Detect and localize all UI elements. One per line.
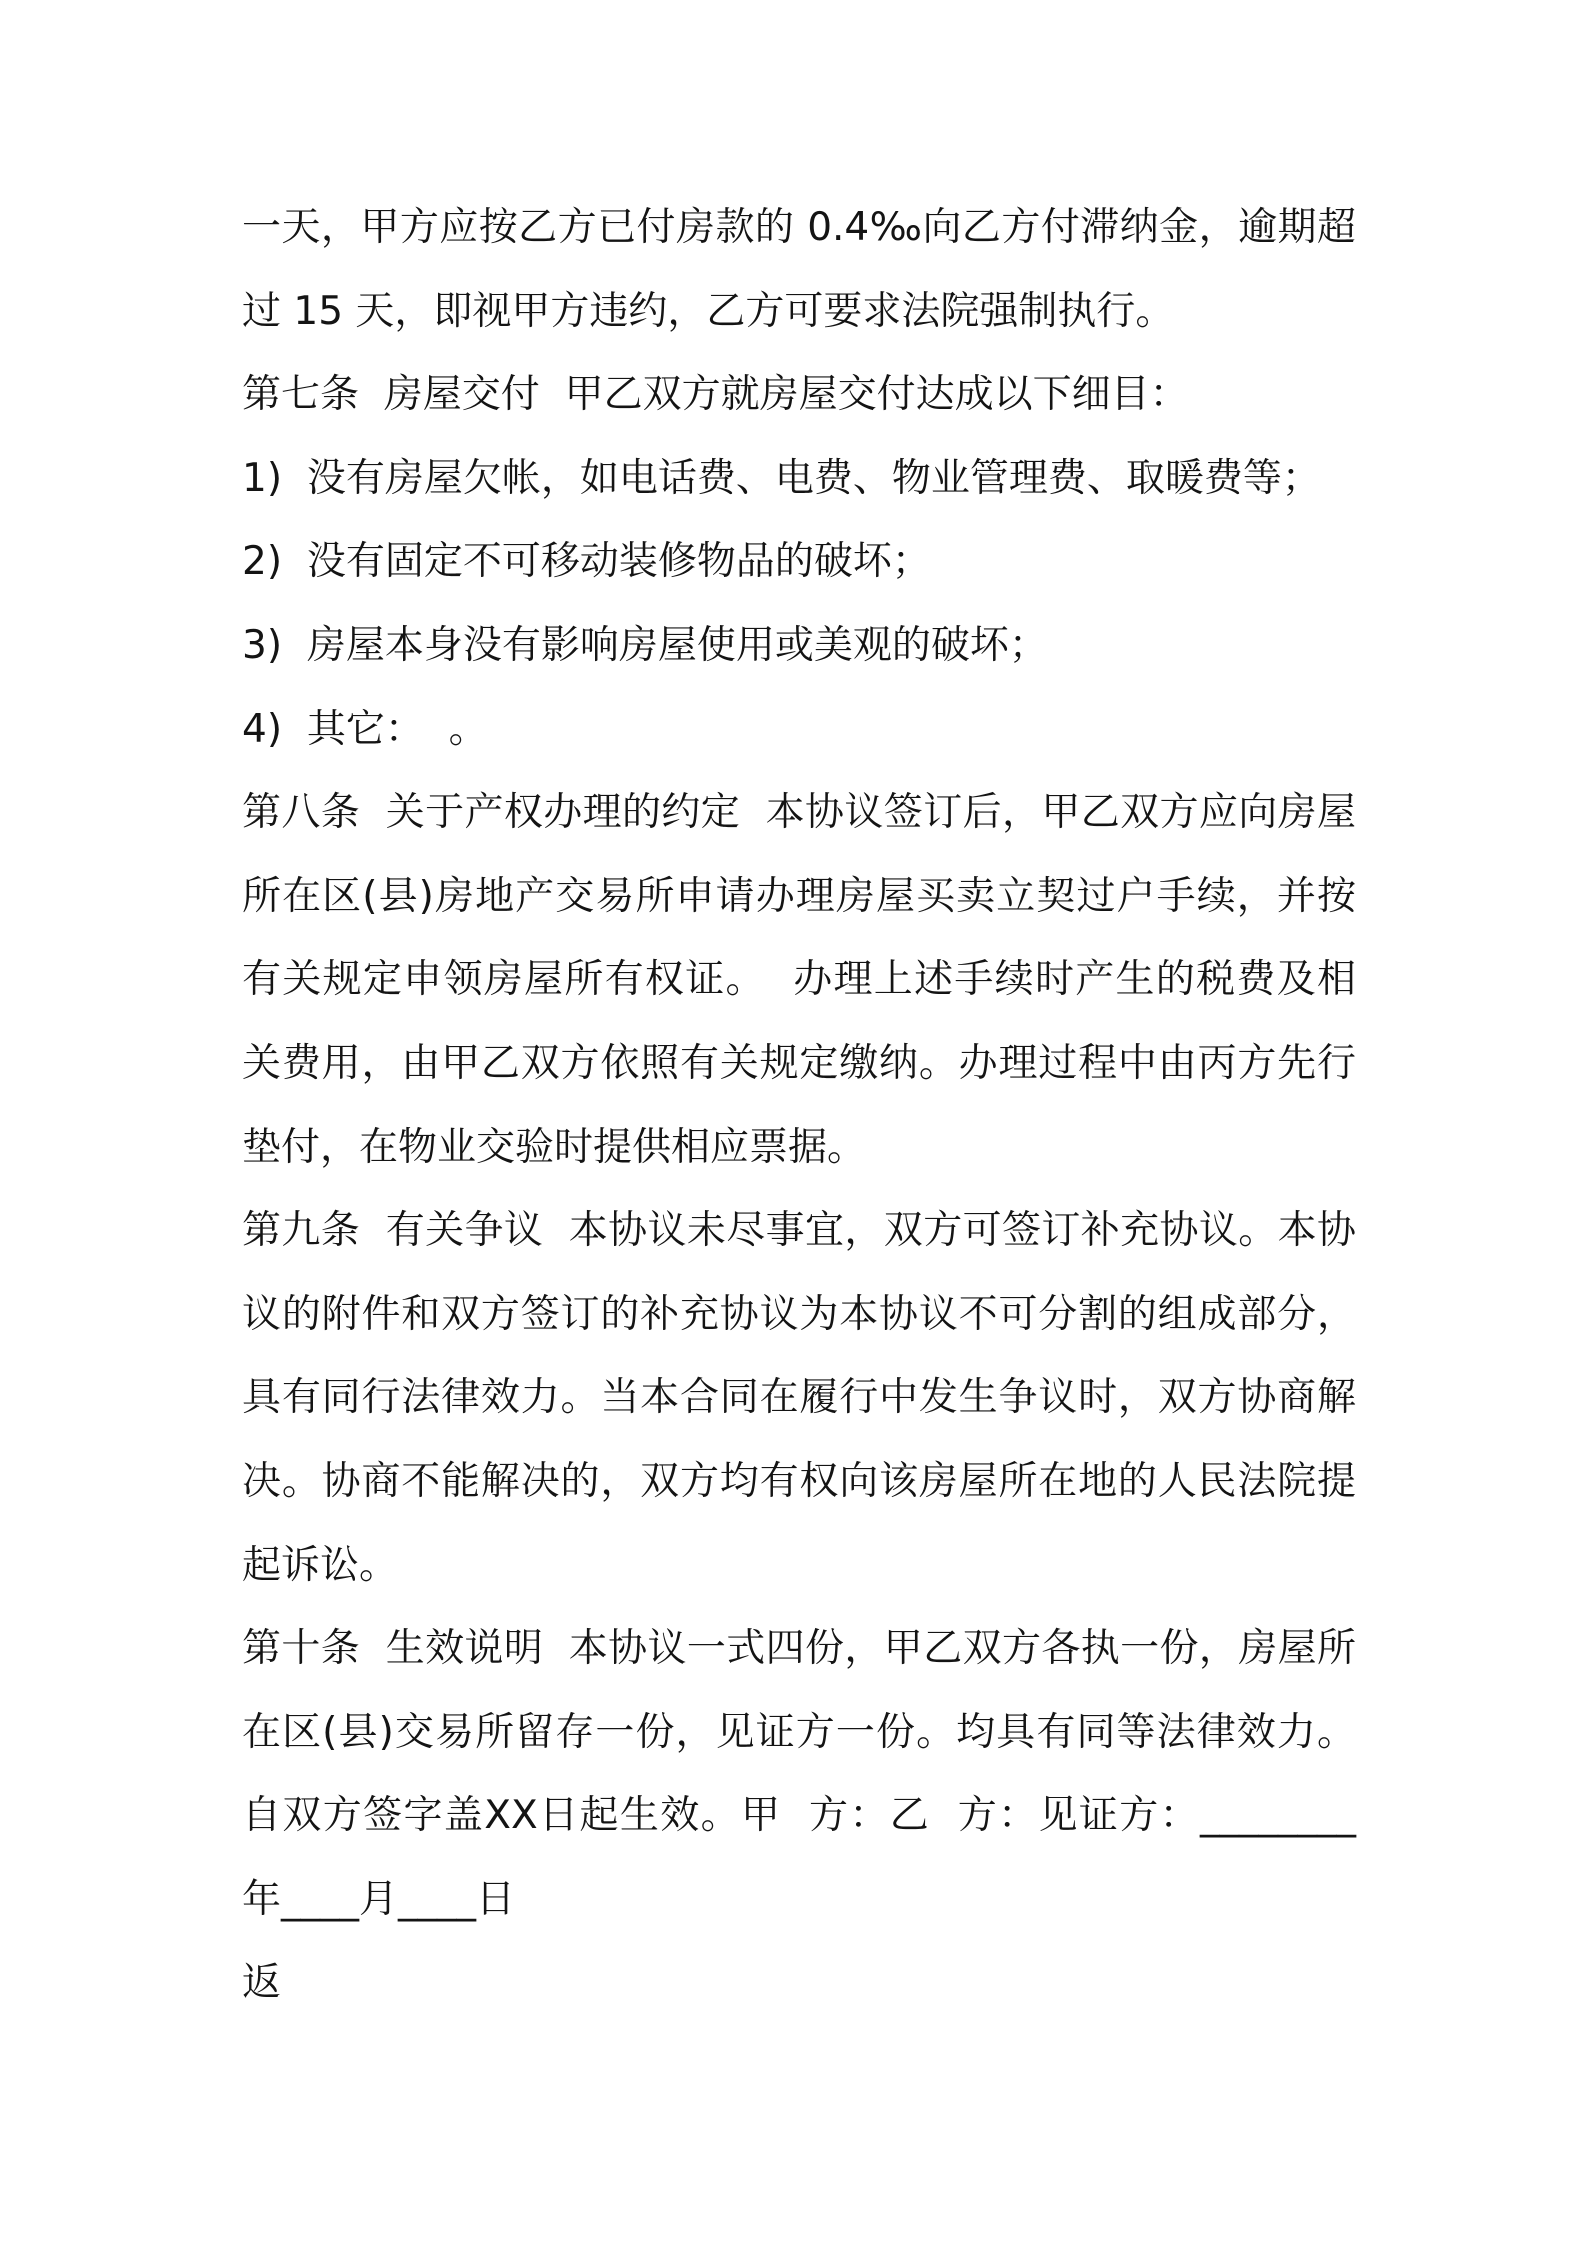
signature-line: 自双方签字盖XX日起生效。甲 方：乙 方：见证方：________	[242, 1793, 1356, 1839]
text-line: 有关规定申领房屋所有权证。 办理上述手续时产生的税费及相	[242, 957, 1356, 1003]
text-line: 4) 其它： 。	[242, 706, 488, 752]
text-line: 2) 没有固定不可移动装修物品的破坏；	[242, 539, 931, 585]
article-7-item-3	[242, 604, 1356, 688]
text-line: 垫付，在物业交验时提供相应票据。	[242, 1124, 867, 1170]
article-7-item-1	[242, 437, 1356, 521]
text-line: 第九条 有关争议 本协议未尽事宜，双方可签订补充协议。本协	[242, 1208, 1356, 1254]
article-9	[242, 1189, 1356, 1607]
text-line: 一天，甲方应按乙方已付房款的 0.4‰向乙方付滞纳金，逾期超	[242, 205, 1356, 250]
text-line: 起诉讼。	[242, 1542, 399, 1588]
text-line: 第十条 生效说明 本协议一式四份，甲乙双方各执一份，房屋所	[242, 1626, 1356, 1672]
article-7-item-2	[242, 520, 1356, 604]
text-line: 1) 没有房屋欠帐，如电话费、电费、物业管理费、取暖费等；	[242, 455, 1321, 501]
text-line: 决。协商不能解决的，双方均有权向该房屋所在地的人民法院提	[242, 1458, 1356, 1504]
text-line: 关费用，由甲乙双方依照有关规定缴纳。办理过程中由丙方先行	[242, 1040, 1356, 1086]
text-line: 具有同行法律效力。当本合同在履行中发生争议时，双方协商解	[242, 1375, 1356, 1421]
text-line: 返	[242, 1960, 282, 2006]
text-line: 在区(县)交易所留存一份，见证方一份。均具有同等法律效力。	[242, 1709, 1356, 1755]
date-line: 年____月____日	[242, 1876, 516, 1922]
text-line: 议的附件和双方签订的补充协议为本协议不可分割的组成部分，	[242, 1291, 1356, 1337]
text-line: 第七条 房屋交付 甲乙双方就房屋交付达成以下细目：	[242, 372, 1189, 418]
document-body	[242, 186, 1356, 2025]
article-10	[242, 1607, 1356, 1941]
article-7-heading	[242, 353, 1356, 437]
text-line: 第八条 关于产权办理的约定 本协议签订后，甲乙双方应向房屋	[242, 790, 1356, 836]
trailing-text	[242, 1941, 1356, 2025]
article-8	[242, 771, 1356, 1189]
text-line: 3) 房屋本身没有影响房屋使用或美观的破坏；	[242, 622, 1048, 668]
article-7-item-4	[242, 688, 1356, 772]
text-line: 所在区(县)房地产交易所申请办理房屋买卖立契过户手续，并按	[242, 873, 1356, 919]
paragraph-continuation	[242, 186, 1356, 353]
text-line: 过 15 天，即视甲方违约，乙方可要求法院强制执行。	[242, 288, 1175, 334]
